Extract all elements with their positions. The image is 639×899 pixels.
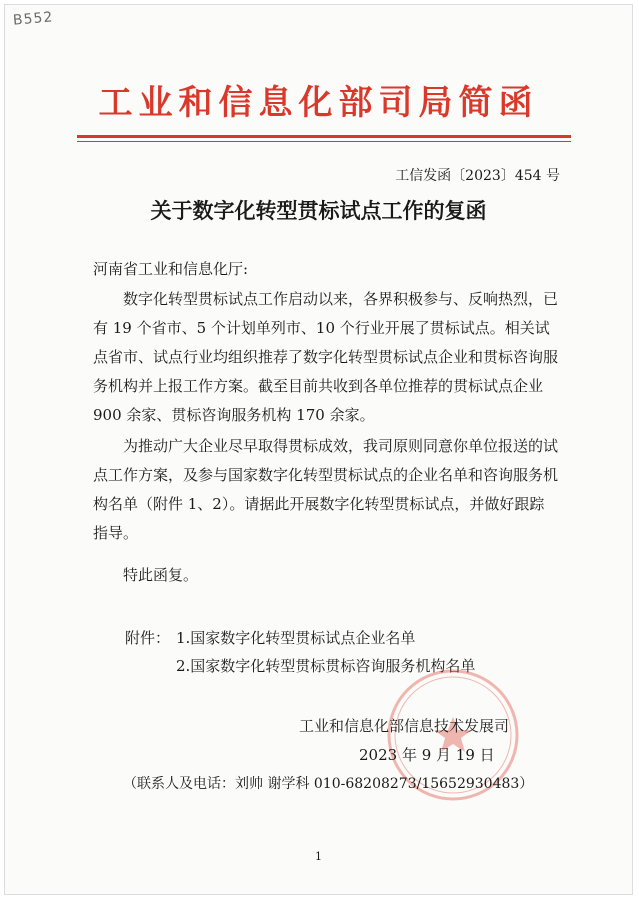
document-title: 关于数字化转型贯标试点工作的复函 (150, 198, 487, 223)
salutation: 河南省工业和信息化厅: (93, 260, 249, 278)
signature-date: 2023 年 9 月 19 日 (359, 746, 495, 764)
page-number: 1 (315, 850, 322, 863)
letterhead-title: 工业和信息化部司局简函 (98, 83, 539, 123)
closing-phrase: 特此函复。 (123, 566, 199, 584)
body-paragraph: 为推动广大企业尽早取得贯标成效，我司原则同意你单位报送的试点工作方案，及参与国家数字化转型贯标试点的企业名单和咨询服务机构名单（附件 1、2）。请据此开展数字化转型贯标试点，并做好跟踪指导。 (93, 437, 559, 542)
body-paragraph: 数字化转型贯标试点工作启动以来，各界积极参与、反响热烈，已有 19 个省市、5 个计划单列市、10 个行业开展了贯标试点。相关试点省市、试点行业均组织推荐了数字化转型贯标试点企业和贯标咨询服务机构并上报工作方案。截至目前共收到各单位推荐的贯标试点企业 900 余家、贯标咨询服务机构 170 余家。 (93, 290, 559, 424)
document-number: 工信发函〔2023〕454 号 (395, 168, 560, 184)
attachment-item: 1.国家数字化转型贯标试点企业名单 (176, 629, 416, 647)
document-page (4, 4, 633, 895)
letterhead-rule-thin (77, 141, 571, 142)
signature-organization: 工业和信息化部信息技术发展司 (299, 717, 510, 735)
contact-info: （联系人及电话：刘帅 谢学科 010-68208273/15652930483） (123, 776, 534, 792)
attachments-label: 附件： (125, 629, 171, 647)
letterhead-rule-thick (77, 135, 571, 138)
handwritten-note: B552 (12, 9, 54, 29)
attachment-item: 2.国家数字化转型贯标贯标咨询服务机构名单 (176, 657, 476, 675)
